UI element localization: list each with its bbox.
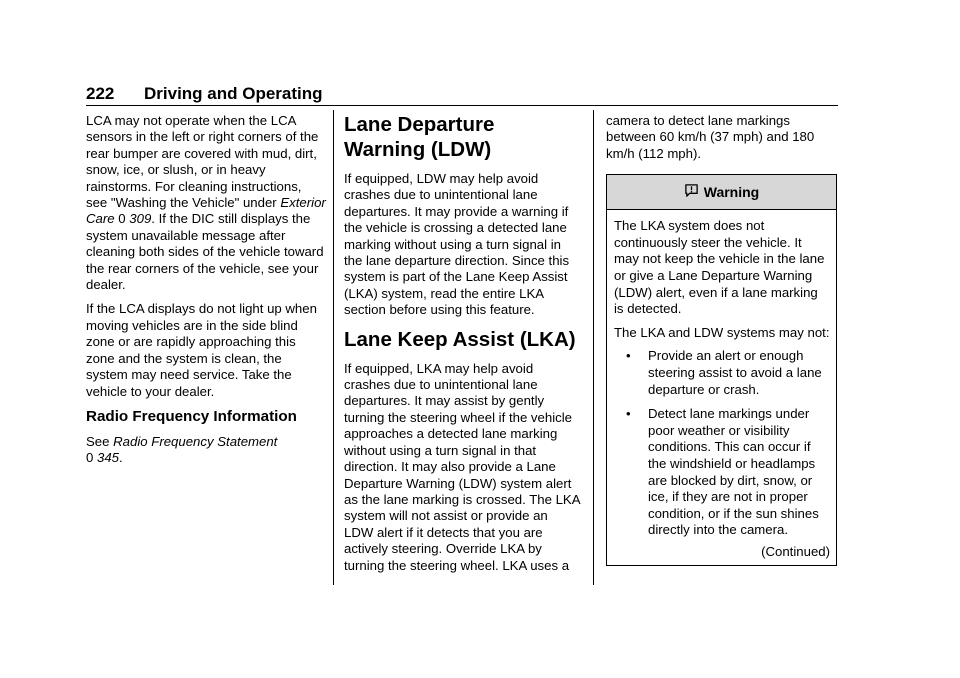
text: . — [119, 450, 123, 466]
warning-list — [614, 348, 830, 539]
ldw-paragraph: If equipped, LDW may help avoid crashes due to unintentional lane departures. It may provide a warning if the vehicle is crossing a detected lane marking without using a turn signal in the lane departure direction. Since this system is part of the Lane Keep Assist (LKA) system, read the entire LKA section before using this feature. — [344, 171, 570, 318]
list-item — [614, 348, 830, 398]
section-title: Driving and Operating — [144, 84, 323, 103]
bullet-icon: • — [626, 348, 631, 364]
radio-frequency-link[interactable]: Radio Frequency Statement — [113, 433, 278, 449]
column-divider — [333, 110, 334, 585]
warning-paragraph-1: The LKA system does not continuously steer the vehicle. It may not keep the vehicle in the lane or give a Lane Departure Warning (LDW) alert, even if a lane marking is detected. — [614, 218, 825, 317]
list-item-text: Detect lane markings under poor weather or visibility conditions. This can occur if the windshield or headlamps are blocked by dirt, snow, or ice, if they are not in proper condition, or if the sun shines directly into the camera. — [648, 406, 819, 538]
warning-paragraph-2: The LKA and LDW systems may not: — [614, 324, 830, 340]
bullet-icon: • — [626, 406, 631, 422]
column-left — [86, 113, 326, 475]
page-header — [86, 84, 838, 104]
continued-label: (Continued) — [761, 543, 830, 559]
page-ref-number[interactable]: 345 — [97, 450, 120, 466]
warning-icon — [684, 183, 699, 201]
radio-frequency-paragraph — [86, 434, 326, 467]
header-rule — [86, 105, 838, 106]
warning-title: Warning — [703, 184, 760, 201]
page-ref-icon: 0 — [86, 450, 94, 466]
page-ref-number[interactable]: 309 — [129, 211, 152, 227]
warning-box — [606, 174, 837, 565]
lka-heading: Lane Keep Assist (LKA) — [344, 327, 576, 351]
radio-frequency-heading: Radio Frequency Information — [86, 407, 297, 425]
warning-header — [607, 175, 836, 210]
text: LCA may not operate when the LCA sensors in the left or right corners of the rear bumper are covered with mud, dirt, snow, ice, or slush, or in heavy rainstorms. For cleaning instructions, see "Washing the Vehicle" under — [86, 113, 319, 211]
lka-paragraph: If equipped, LKA may help avoid crashes due to unintentional lane departures. It may assist by gently turning the steering wheel if the vehicle approaches a detected lane marking without using a turn signal in that direction. It may also provide a Lane Departure Warning (LDW) system alert as the lane marking is crossed. The LKA system will not assist or provide an LDW alert if it detects that you are actively steering. Override LKA by turning the steering wheel. LKA uses a — [344, 360, 580, 573]
camera-paragraph: camera to detect lane markings between 60 km/h (37 mph) and 180 km/h (112 mph). — [606, 113, 815, 161]
text: See — [86, 433, 114, 449]
ldw-heading: Lane Departure Warning (LDW) — [344, 113, 495, 161]
page-ref-icon: 0 — [118, 211, 126, 227]
list-item-text: Provide an alert or enough steering assist to avoid a lane departure or crash. — [648, 348, 822, 397]
page-number: 222 — [86, 84, 115, 103]
lca-paragraph-2: If the LCA displays do not light up when moving vehicles are in the side blind zone or are rapidly approaching this zone and the system is clean, the system may need service. Take the vehicle to your dealer. — [86, 301, 317, 399]
column-divider — [593, 110, 594, 585]
list-item — [614, 406, 830, 539]
column-middle — [344, 110, 580, 582]
warning-body — [607, 210, 836, 564]
column-right — [606, 113, 838, 566]
lca-paragraph-1 — [86, 113, 326, 293]
text: . If the DIC still displays the system unavailable message after cleaning both sides of the vehicle toward the rear corners of the vehicle, see your dealer. — [86, 211, 324, 293]
exterior-care-link[interactable]: Exterior Care — [86, 195, 326, 227]
